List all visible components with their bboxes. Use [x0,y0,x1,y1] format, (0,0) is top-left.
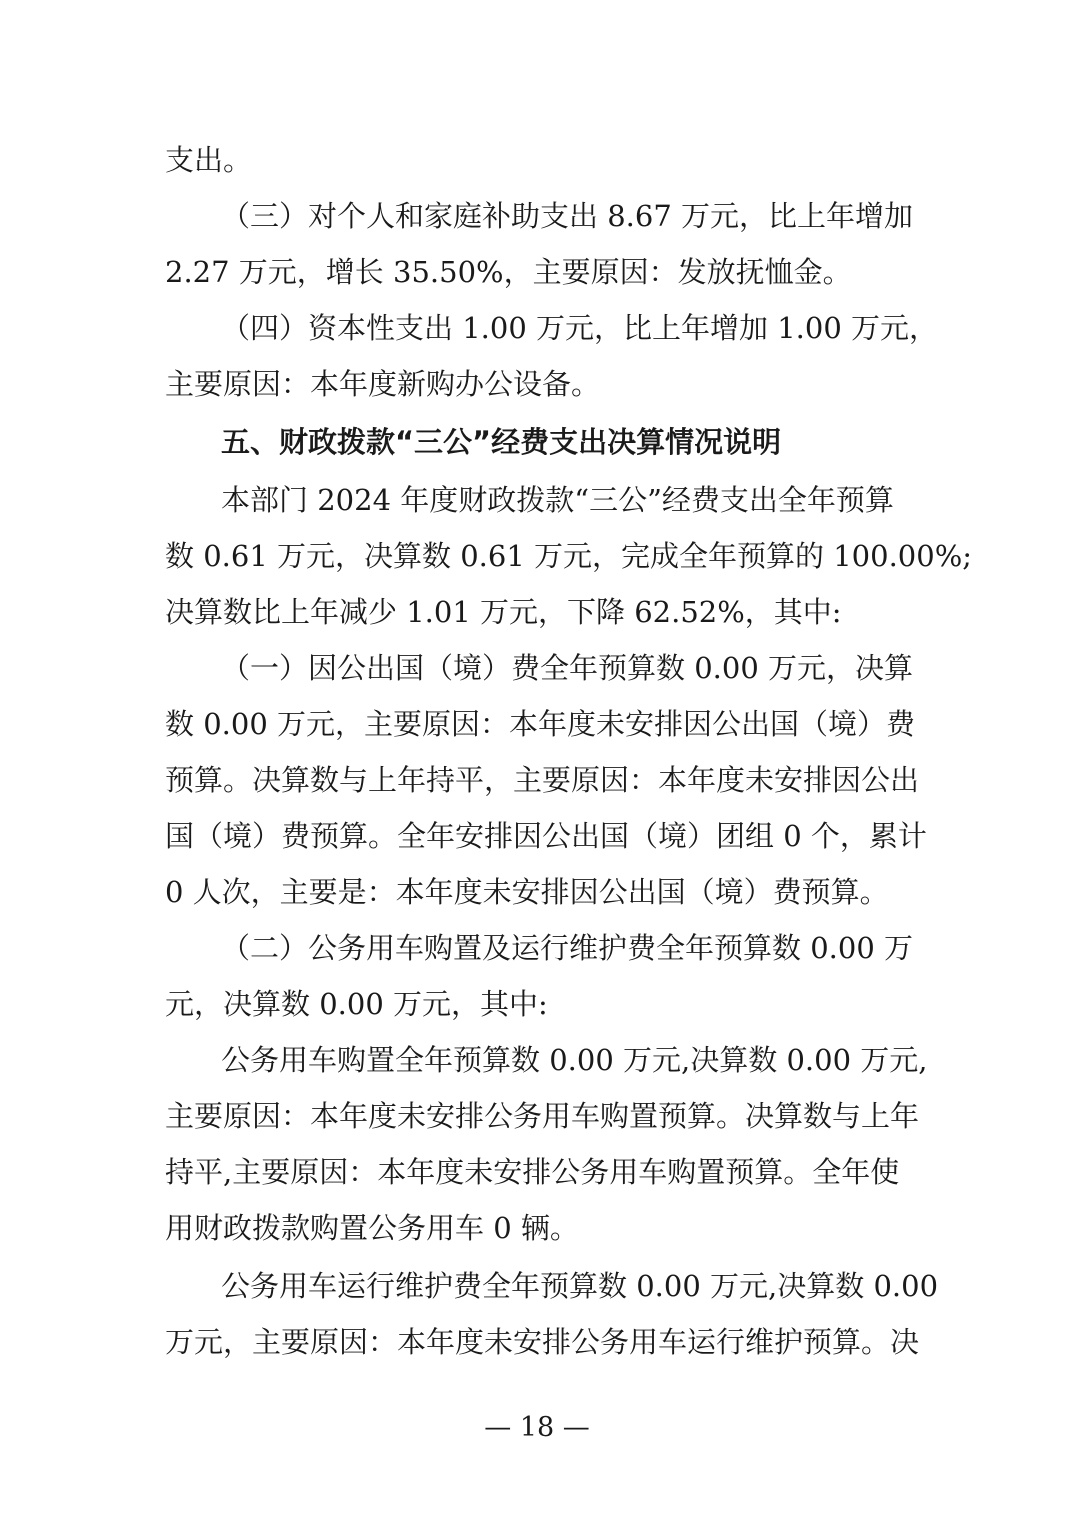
text-line: 0 人次，主要是：本年度未安排因公出国（境）费预算。 [165,875,889,909]
text-line: 主要原因：本年度未安排公务用车购置预算。决算数与上年 [165,1099,920,1133]
text-line: 支出。 [165,143,253,177]
text-line: 主要原因：本年度新购办公设备。 [165,367,601,401]
paragraph-start-line: （三）对个人和家庭补助支出 8.67 万元，比上年增加 [221,199,914,233]
text-line: 数 0.61 万元，决算数 0.61 万元，完成全年预算的 100.00%; [165,539,973,573]
paragraph-start-line: （四）资本性支出 1.00 万元，比上年增加 1.00 万元， [221,311,939,345]
paragraph-start-line: 公务用车运行维护费全年预算数 0.00 万元,决算数 0.00 [221,1269,939,1303]
paragraph-start-line: 本部门 2024 年度财政拨款“三公”经费支出全年预算 [221,483,894,517]
text-line: 元，决算数 0.00 万元，其中: [165,987,548,1021]
text-line: 预算。决算数与上年持平，主要原因：本年度未安排因公出 [165,763,920,797]
text-line: 万元，主要原因：本年度未安排公务用车运行维护预算。决 [165,1325,920,1359]
text-line: 数 0.00 万元，主要原因：本年度未安排因公出国（境）费 [165,707,916,741]
paragraph-start-line: （二）公务用车购置及运行维护费全年预算数 0.00 万 [221,931,914,965]
paragraph-start-line: 公务用车购置全年预算数 0.00 万元,决算数 0.00 万元, [221,1043,928,1077]
text-line: 持平,主要原因：本年度未安排公务用车购置预算。全年使 [165,1155,900,1189]
text-line: 用财政拨款购置公务用车 0 辆。 [165,1211,579,1245]
text-line: 决算数比上年减少 1.01 万元，下降 62.52%，其中: [165,595,842,629]
paragraph-start-line: （一）因公出国（境）费全年预算数 0.00 万元，决算 [221,651,914,685]
page-number: — 18 — [484,1412,590,1443]
text-line: 2.27 万元，增长 35.50%，主要原因：发放抚恤金。 [165,255,852,289]
section-heading: 五、财政拨款“三公”经费支出决算情况说明 [221,425,782,459]
text-line: 国（境）费预算。全年安排因公出国（境）团组 0 个，累计 [165,819,927,853]
